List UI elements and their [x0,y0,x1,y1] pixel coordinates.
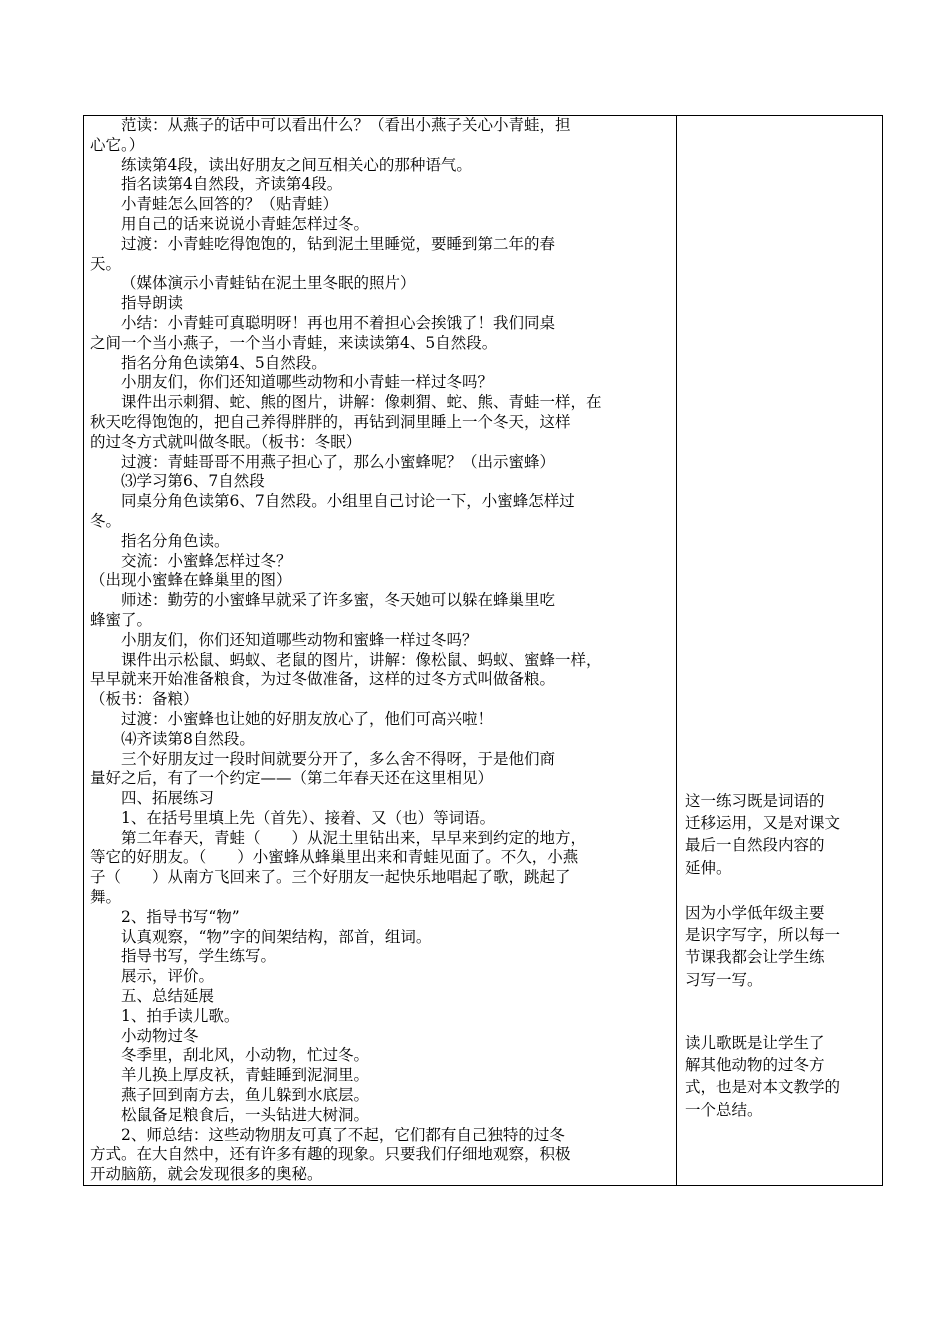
text-line: 秋天吃得饱饱的，把自己养得胖胖的，再钻到洞里睡上一个冬天，这样 [90,412,571,431]
note-line: 是识字写字，所以每一 [685,926,841,945]
text-line: （板书：备粮） [90,690,199,709]
text-line: （出现小蜜蜂在蜂巢里的图） [90,571,292,590]
text-line: 等它的好朋友。（ ）小蜜蜂从蜂巢里出来和青蛙见面了。不久，小燕 [90,848,579,867]
design-note-2 [685,902,875,991]
text-line: 冬。 [90,511,122,530]
note-line: 节课我都会让学生练 [685,948,825,967]
teaching-process-text [84,116,676,1185]
text-line: 课件出示松鼠、蚂蚁、老鼠的图片，讲解：像松鼠、蚂蚁、蜜蜂一样， [121,650,602,669]
note-line: 解其他动物的过冬方 [685,1056,825,1075]
note-line: 习写一写。 [685,970,763,989]
text-line: 四、拓展练习 [121,789,215,808]
text-line: （媒体演示小青蛙钻在泥土里冬眠的照片） [121,274,416,293]
text-line: 三个好朋友过一段时间就要分开了，多么舍不得呀，于是他们商 [121,749,556,768]
text-line: ⑶学习第6、7自然段 [121,472,265,491]
text-line: 1、在括号里填上先（首先）、接着、又（也）等词语。 [121,808,496,827]
note-line: 一个总结。 [685,1100,763,1119]
note-line: 延伸。 [685,858,732,877]
text-line: 师述：勤劳的小蜜蜂早就采了许多蜜，冬天她可以躲在蜂巢里吃 [121,591,556,610]
text-line: 方式。在大自然中，还有许多有趣的现象。只要我们仔细地观察，积极 [90,1145,571,1164]
text-line: 交流：小蜜蜂怎样过冬？ [121,551,292,570]
note-line: 这一练习既是词语的 [685,792,825,810]
text-line: 蜂蜜了。 [90,610,153,629]
text-line: 小朋友们，你们还知道哪些动物和蜜蜂一样过冬吗？ [121,630,478,649]
text-line: 小朋友们，你们还知道哪些动物和小青蛙一样过冬吗？ [121,373,494,392]
text-line: 认真观察，“物”字的间架结构，部首，组词。 [121,927,432,946]
text-line: 之间一个当小燕子，一个当小青蛙，来读读第4、5自然段。 [90,333,498,352]
text-line: 小动物过冬 [121,1026,199,1045]
text-line: 展示，评价。 [121,967,215,986]
text-line: 冬季里，刮北风，小动物，忙过冬。 [121,1046,370,1065]
lesson-plan-table [83,115,883,1186]
design-notes-cell [677,116,883,1186]
note-line: 最后一自然段内容的 [685,836,825,855]
table-row [84,116,883,1186]
text-line: 早早就来开始准备粮食，为过冬做准备，这样的过冬方式叫做备粮。 [90,670,556,689]
text-line: 燕子回到南方去，鱼儿躲到水底层。 [121,1086,370,1105]
design-note-1 [685,790,875,879]
text-line: 过渡：青蛙哥哥不用燕子担心了，那么小蜜蜂呢？（出示蜜蜂） [121,452,556,471]
text-line: 练读第4段，读出好朋友之间互相关心的那种语气。 [121,155,472,174]
text-line: 同桌分角色读第6、7自然段。小组里自己讨论一下，小蜜蜂怎样过 [121,492,575,511]
text-line: ⑷齐读第8自然段。 [121,729,255,748]
text-line: 的过冬方式就叫做冬眠。（板书：冬眠） [90,432,362,451]
text-line: 小结：小青蛙可真聪明呀！再也用不着担心会挨饿了！我们同桌 [121,313,556,332]
text-line: 开动脑筋，就会发现很多的奥秘。 [90,1165,323,1184]
note-line: 迁移运用，又是对课文 [685,814,841,833]
note-line: 式，也是对本文教学的 [685,1078,841,1097]
design-note-3 [685,1032,875,1121]
note-line: 读儿歌既是让学生了 [685,1034,825,1052]
text-line: 第二年春天，青蛙（ ）从泥土里钻出来，早早来到约定的地方， [121,828,587,847]
text-line: 量好之后，有了一个约定——（第二年春天还在这里相见） [90,769,494,788]
text-line: 2、师总结：这些动物朋友可真了不起，它们都有自己独特的过冬 [121,1125,565,1144]
text-line: 天。 [90,254,122,273]
text-line: 1、拍手读儿歌。 [121,1006,240,1025]
text-line: 子（ ）从南方飞回来了。三个好朋友一起快乐地唱起了歌，跳起了 [90,868,571,887]
text-line: 过渡：小青蛙吃得饱饱的，钻到泥土里睡觉，要睡到第二年的春 [121,234,556,253]
text-line: 指导书写，学生练写。 [121,947,277,966]
text-line: 舞。 [90,888,122,907]
text-line: 心它。） [90,135,145,154]
text-line: 范读：从燕子的话中可以看出什么？（看出小燕子关心小青蛙，担 [121,116,571,134]
text-line: 课件出示刺猬、蛇、熊的图片，讲解：像刺猬、蛇、熊、青蛙一样，在 [121,393,602,412]
text-line: 五、总结延展 [121,987,215,1006]
text-line: 指名读第4自然段，齐读第4段。 [121,175,343,194]
text-line: 2、指导书写“物” [121,907,240,926]
text-line: 指名分角色读。 [121,531,230,550]
text-line: 小青蛙怎么回答的？（贴青蛙） [121,195,339,214]
text-line: 羊儿换上厚皮袄，青蛙睡到泥洞里。 [121,1066,370,1085]
text-line: 过渡：小蜜蜂也让她的好朋友放心了，他们可高兴啦！ [121,709,494,728]
text-line: 指名分角色读第4、5自然段。 [121,353,327,372]
note-line: 因为小学低年级主要 [685,904,825,922]
teaching-process-cell [84,116,677,1186]
text-line: 松鼠备足粮食后，一头钻进大树洞。 [121,1105,370,1124]
text-line: 用自己的话来说说小青蛙怎样过冬。 [121,214,370,233]
text-line: 指导朗读 [121,294,184,313]
